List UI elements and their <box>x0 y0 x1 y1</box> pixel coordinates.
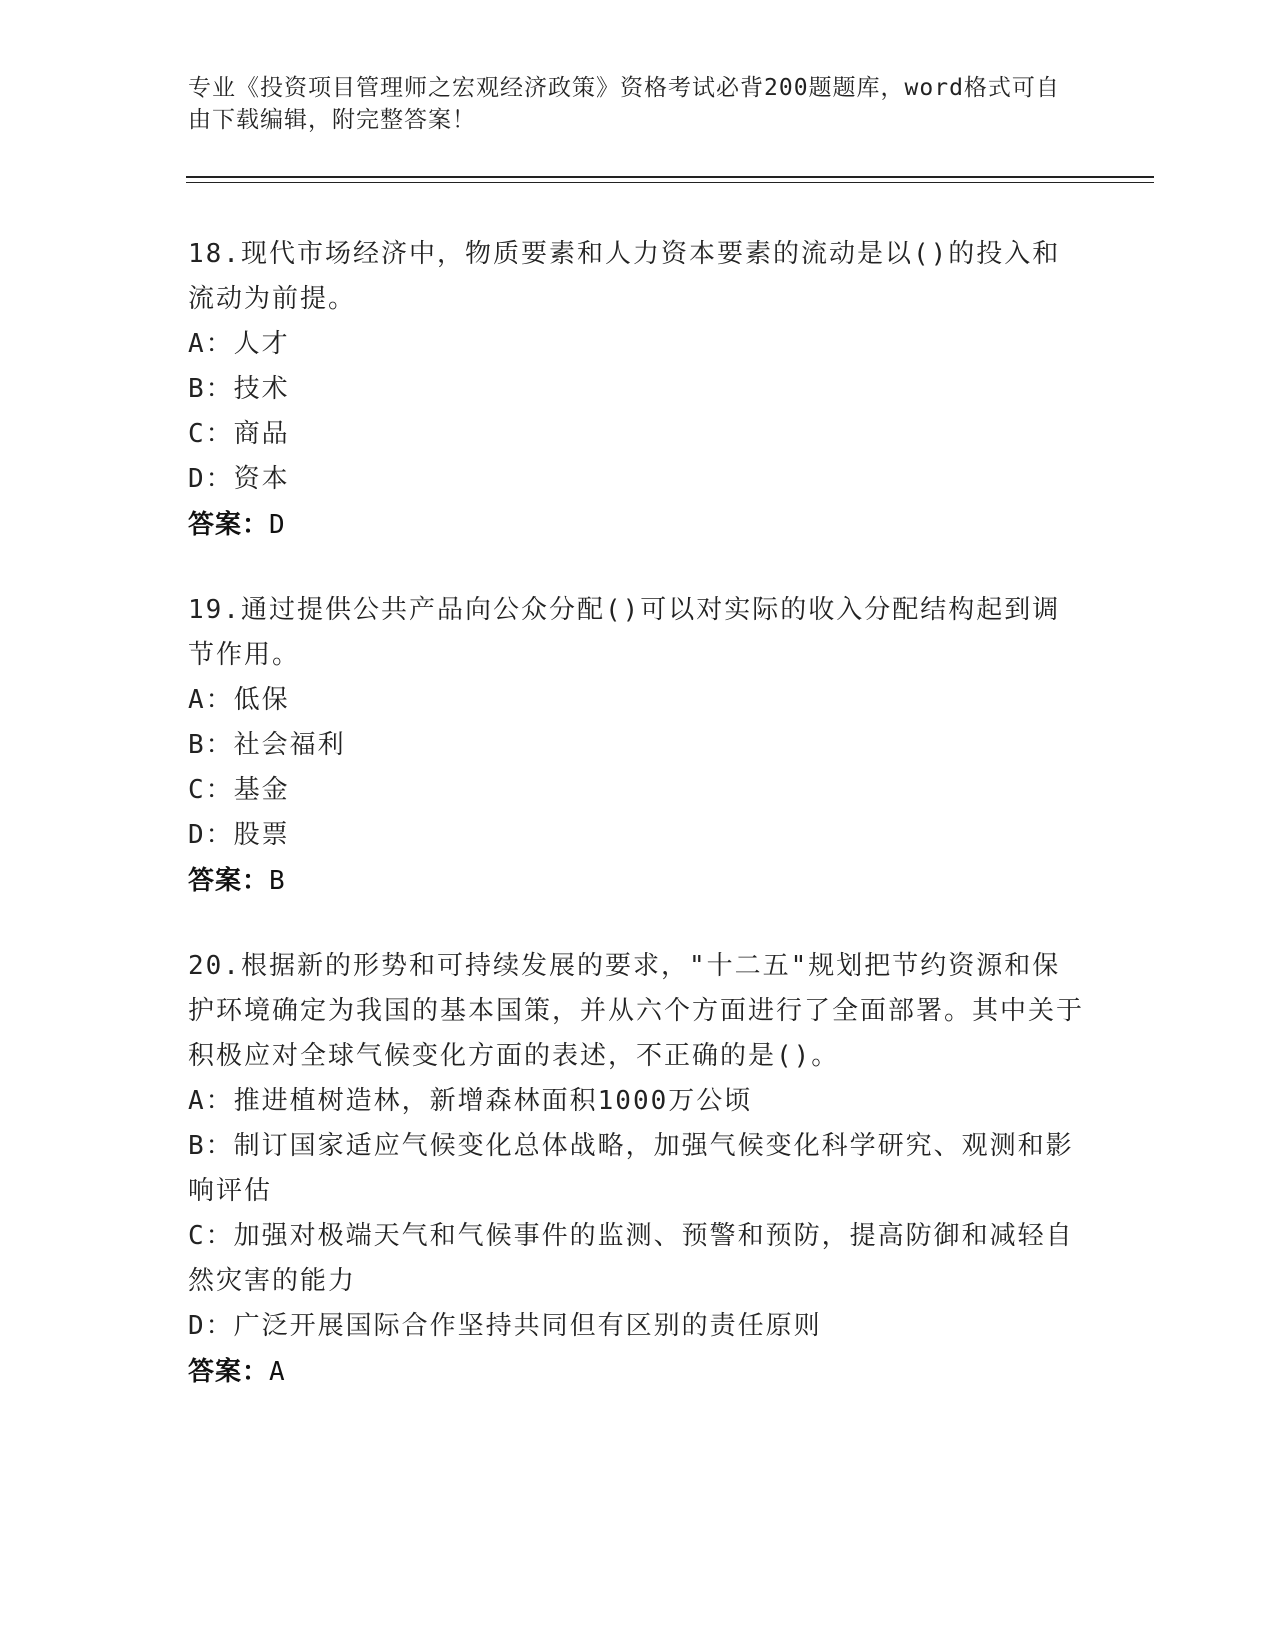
option-letter: D： <box>188 820 234 850</box>
question-20 <box>188 944 1088 1395</box>
answer-line <box>188 858 1088 904</box>
option-letter: B： <box>188 374 234 404</box>
option-d <box>188 813 1088 858</box>
option-c <box>188 1214 1088 1304</box>
option-text: 技术 <box>233 374 290 404</box>
option-text: 社会福利 <box>233 730 346 760</box>
option-text: 资本 <box>233 464 290 494</box>
option-letter: C： <box>188 1221 234 1251</box>
document-header: 专业《投资项目管理师之宏观经济政策》资格考试必背200题题库，word格式可自由下载编辑，附完整答案！ <box>188 75 1060 133</box>
option-b <box>188 723 1088 768</box>
answer-label: 答案： <box>188 866 270 896</box>
option-c <box>188 768 1088 813</box>
question-stem: 20.根据新的形势和可持续发展的要求，"十二五"规划把节约资源和保护环境确定为我国的基本国策，并从六个方面进行了全面部署。其中关于积极应对全球气候变化方面的表述，不正确的是()。 <box>188 951 1085 1071</box>
question-stem: 18.现代市场经济中，物质要素和人力资本要素的流动是以()的投入和流动为前提。 <box>188 239 1061 314</box>
header-divider-thin <box>186 182 1154 183</box>
option-text: 基金 <box>233 775 290 805</box>
answer-value: B <box>269 866 286 896</box>
header-divider-thick <box>186 176 1154 178</box>
option-d <box>188 1304 1088 1349</box>
option-letter: A： <box>188 685 234 715</box>
answer-value: D <box>269 510 286 540</box>
option-d <box>188 457 1088 502</box>
question-19 <box>188 588 1088 904</box>
answer-value: A <box>269 1357 286 1387</box>
option-letter: A： <box>188 329 234 359</box>
option-letter: D： <box>188 1311 234 1341</box>
option-text: 广泛开展国际合作坚持共同但有区别的责任原则 <box>233 1311 822 1341</box>
option-a <box>188 678 1088 723</box>
option-letter: B： <box>188 1131 234 1161</box>
option-b <box>188 367 1088 412</box>
option-text: 股票 <box>233 820 290 850</box>
question-18 <box>188 232 1088 548</box>
answer-line <box>188 502 1088 548</box>
option-letter: A： <box>188 1086 234 1116</box>
option-c <box>188 412 1088 457</box>
option-letter: C： <box>188 419 234 449</box>
option-text: 低保 <box>233 685 290 715</box>
option-letter: D： <box>188 464 234 494</box>
option-letter: C： <box>188 775 234 805</box>
option-text: 商品 <box>233 419 290 449</box>
answer-label: 答案： <box>188 1357 270 1387</box>
option-text: 人才 <box>233 329 290 359</box>
option-a <box>188 322 1088 367</box>
question-list <box>188 232 1088 1435</box>
answer-line <box>188 1349 1088 1395</box>
option-a <box>188 1079 1088 1124</box>
answer-label: 答案： <box>188 510 270 540</box>
option-letter: B： <box>188 730 234 760</box>
option-text: 推进植树造林，新增森林面积1000万公顷 <box>233 1086 753 1116</box>
option-text: 加强对极端天气和气候事件的监测、预警和预防，提高防御和减轻自然灾害的能力 <box>188 1221 1074 1296</box>
question-stem: 19.通过提供公共产品向公众分配()可以对实际的收入分配结构起到调节作用。 <box>188 595 1061 670</box>
option-text: 制订国家适应气候变化总体战略，加强气候变化科学研究、观测和影响评估 <box>188 1131 1074 1206</box>
option-b <box>188 1124 1088 1214</box>
